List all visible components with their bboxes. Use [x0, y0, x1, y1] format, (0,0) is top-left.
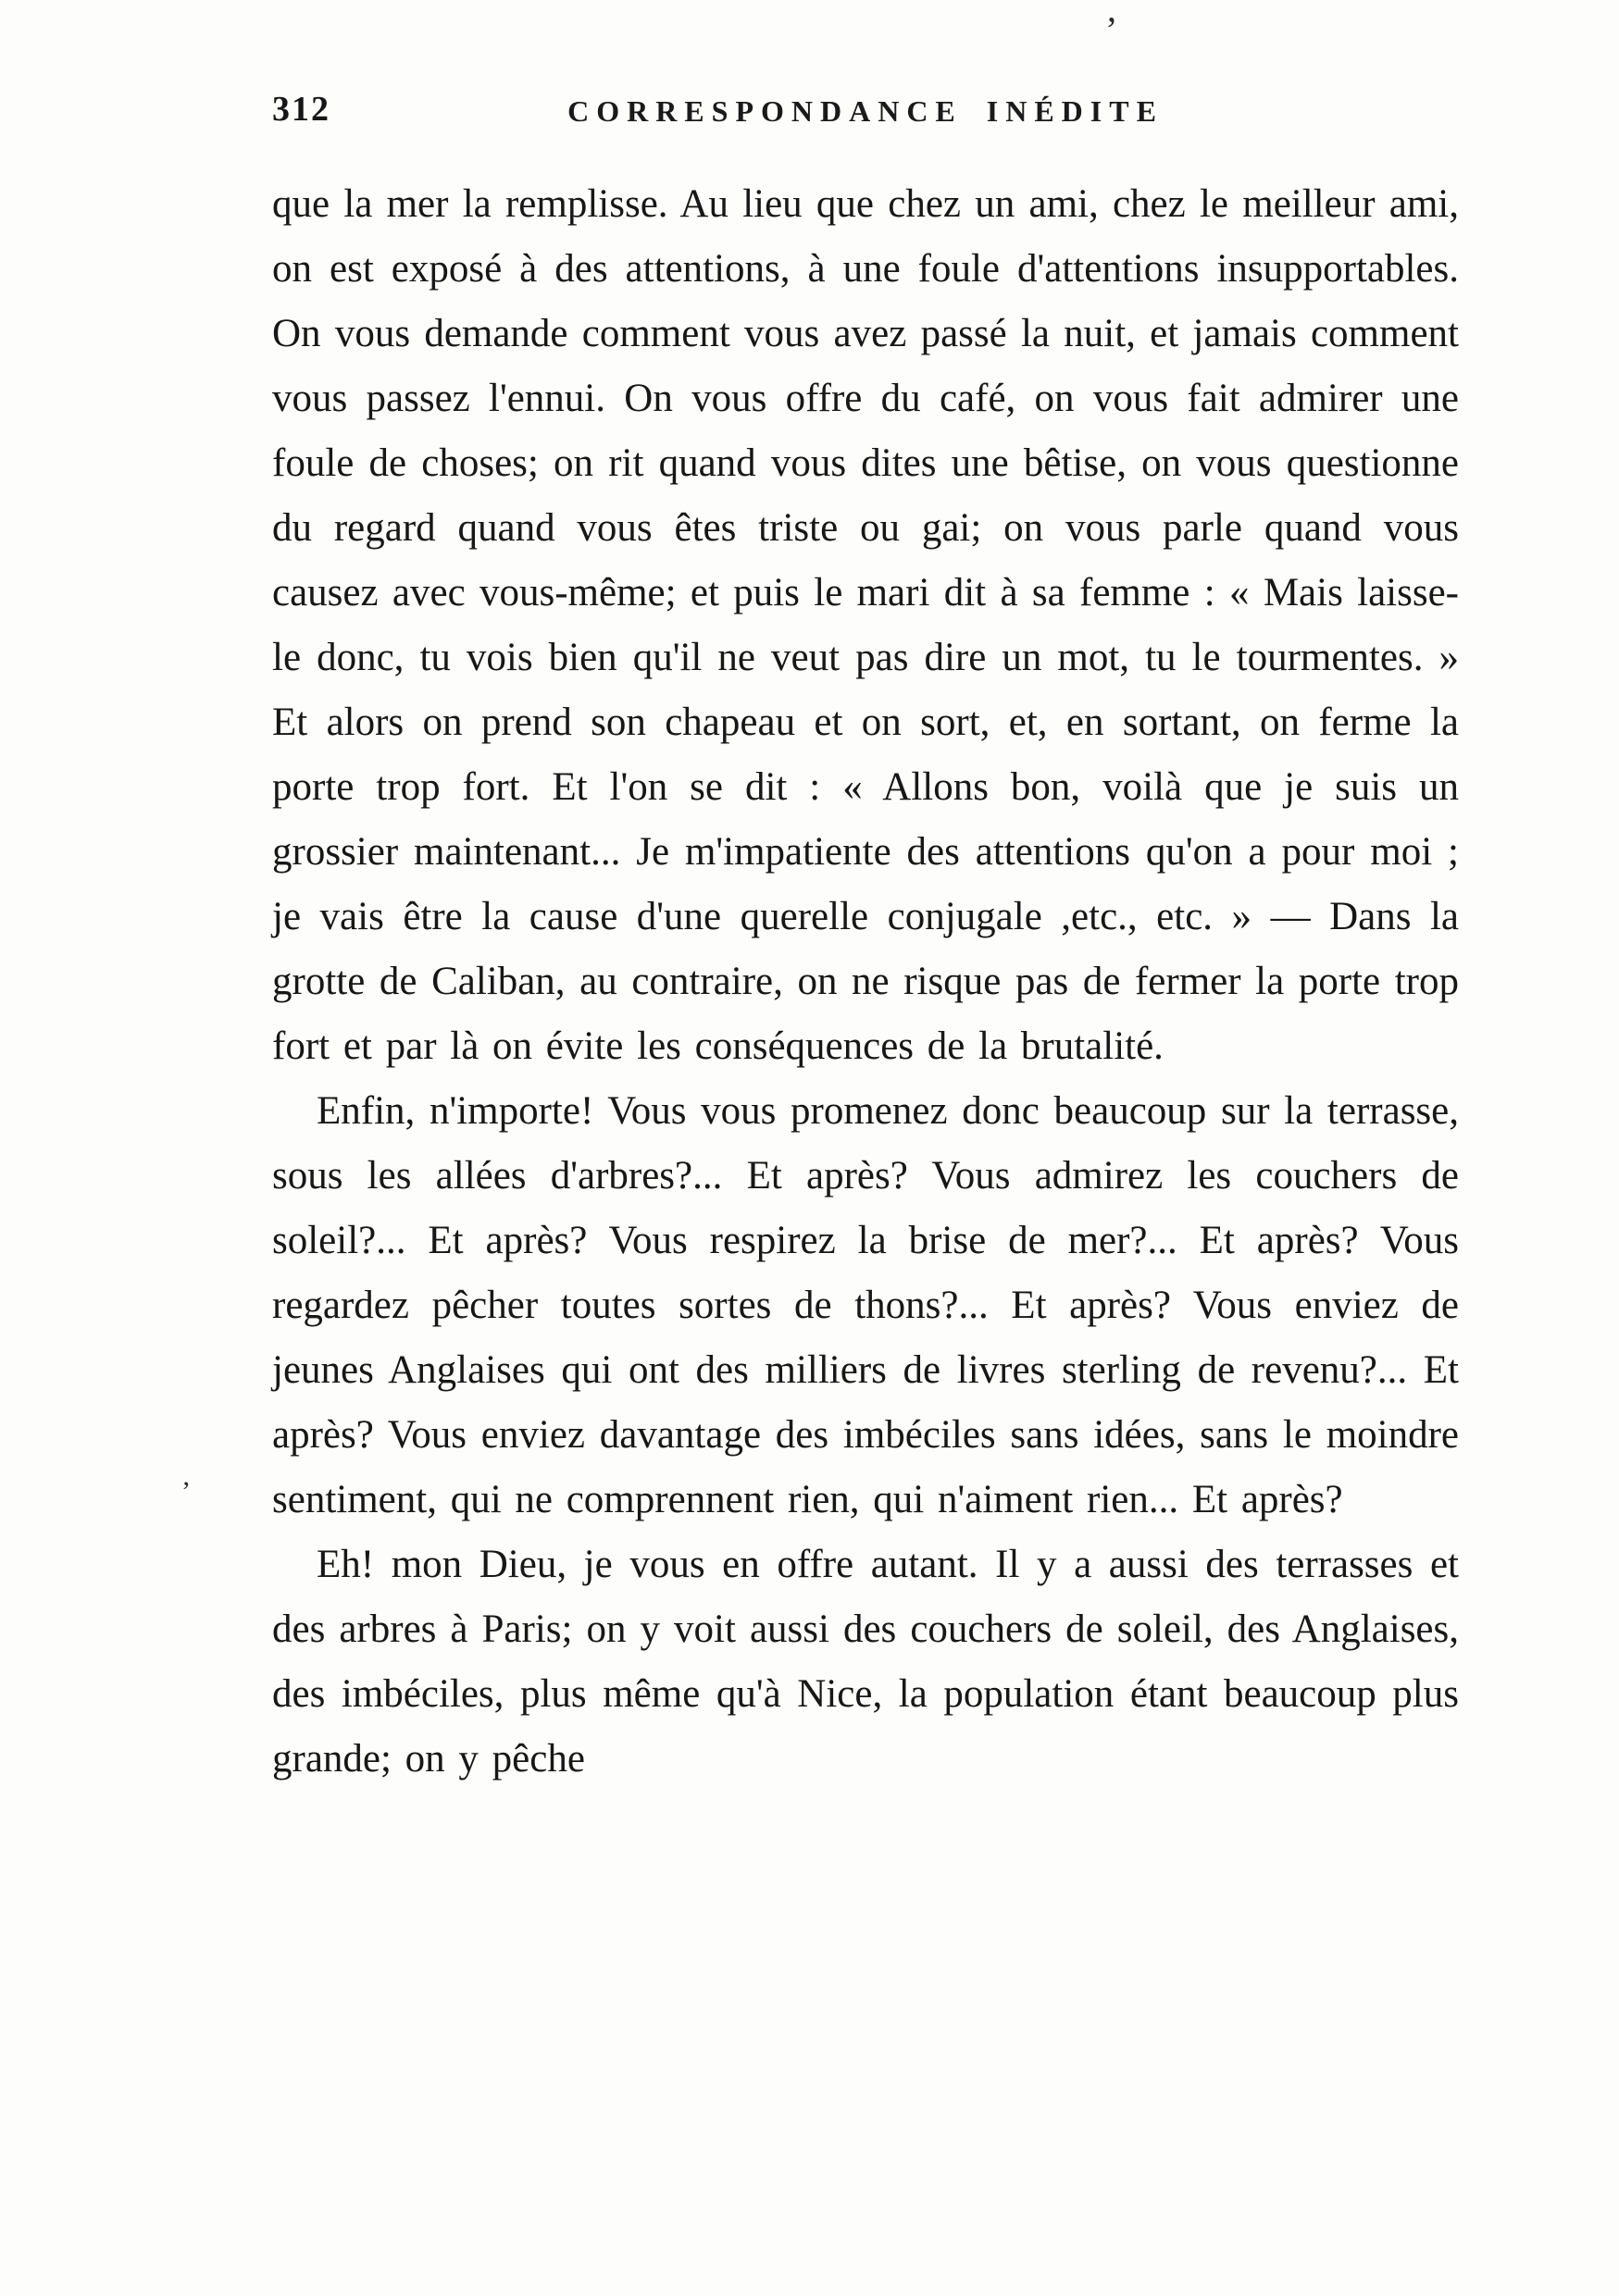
- paragraph: Enfin, n'importe! Vous vous promenez donc beaucoup sur la terrasse, sous les allées d'arbres?... Et après? Vous admirez les couchers de soleil?... Et après? Vous respirez la brise de mer?... Et après? Vous regardez pêcher toutes sortes de thons?... Et après? Vous enviez de jeunes Anglaises qui ont des milliers de livres sterling de revenu?... Et après? Vous enviez davantage des imbéciles sans idées, sans le moindre sentiment, qui ne comprennent rien, qui n'aiment rien... Et après?: [272, 1089, 1459, 1521]
- paragraph: que la mer la remplisse. Au lieu que chez un ami, chez le meilleur ami, on est exposé à des attentions, à une foule d'attentions insupportables. On vous demande comment vous avez passé la nuit, et jamais comment vous passez l'ennui. On vous offre du café, on vous fait admirer une foule de choses; on rit quand vous dites une bêtise, on vous questionne du regard quand vous êtes triste ou gai; on vous parle quand vous causez avec vous-même; et puis le mari dit à sa femme : « Mais laisse-le donc, tu vois bien qu'il ne veut pas dire un mot, tu le tourmentes. » Et alors on prend son chapeau et on sort, et, en sortant, on ferme la porte trop fort. Et l'on se dit : « Allons bon, voilà que je suis un grossier maintenant... Je m'impatiente des attentions qu'on a pour moi ; je vais être la cause d'une querelle conjugale ,etc., etc. » — Dans la grotte de Caliban, au contraire, on ne risque pas de fermer la porte trop fort et par là on évite les conséquences de la brutalité.: [272, 182, 1459, 1068]
- page-header: [272, 89, 1459, 144]
- paragraph: Eh! mon Dieu, je vous en offre autant. Il y a aussi des terrasses et des arbres à Paris; on y voit aussi des couchers de soleil, des Anglaises, des imbéciles, plus même qu'à Nice, la population étant beaucoup plus grande; on y pêche: [272, 1543, 1459, 1781]
- scan-artifact-margin: ’: [181, 1476, 191, 1507]
- page-number: 312: [272, 90, 330, 129]
- running-title: CORRESPONDANCE INÉDITE: [567, 94, 1164, 128]
- page-body: [272, 172, 1459, 1792]
- scan-artifact-top: ,: [1107, 0, 1116, 30]
